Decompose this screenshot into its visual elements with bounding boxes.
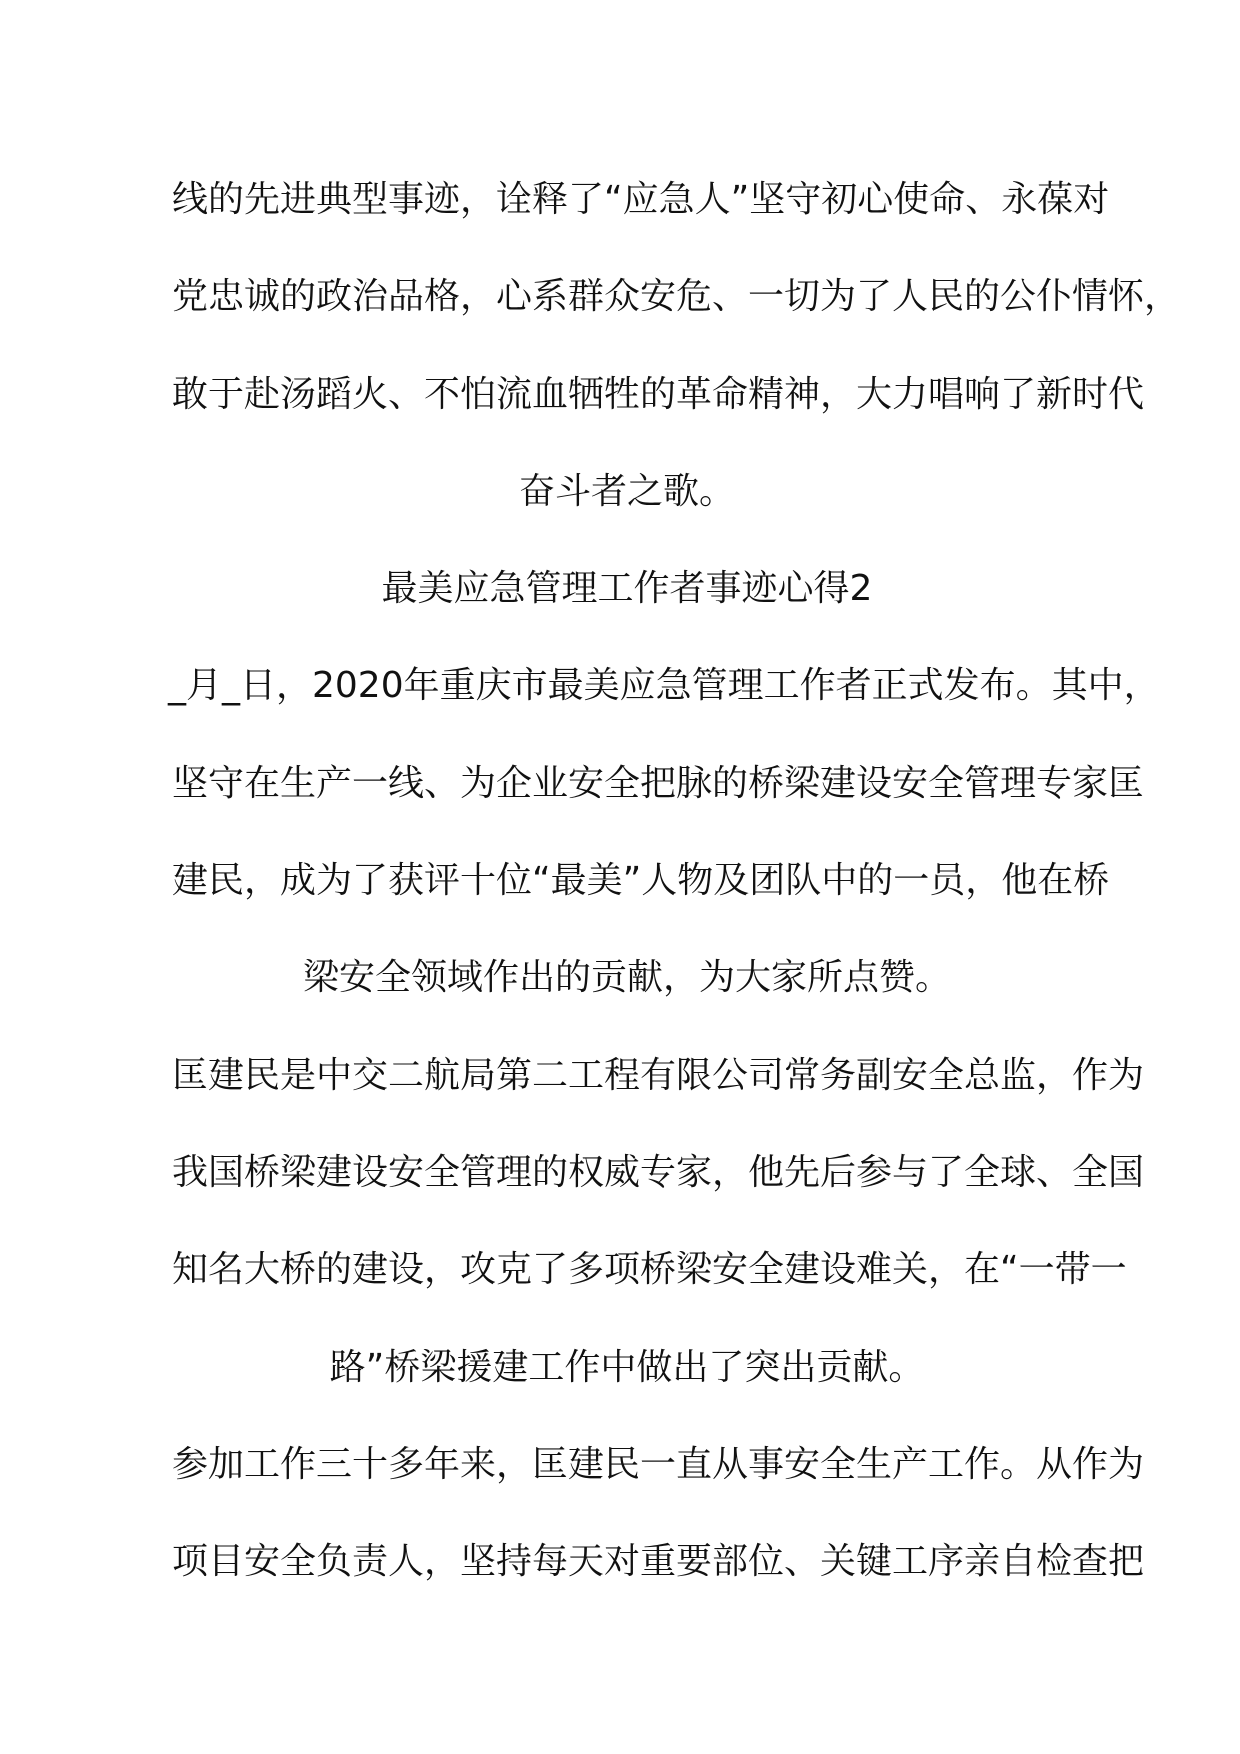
section-heading: 最美应急管理工作者事迹心得2 — [381, 568, 873, 610]
body-line: _月_日，2020年重庆市最美应急管理工作者正式发布。其中， — [168, 665, 1160, 707]
body-line: 梁安全领域作出的贡献，为大家所点赞。 — [302, 957, 951, 999]
body-line: 项目安全负责人，坚持每天对重要部位、关键工序亲自检查把 — [172, 1541, 1145, 1583]
body-line: 知名大桥的建设，攻克了多项桥梁安全建设难关，在“一带一 — [172, 1249, 1127, 1291]
body-line: 党忠诚的政治品格，心系群众安危、一切为了人民的公仆情怀， — [172, 276, 1181, 318]
body-line: 奋斗者之歌。 — [518, 470, 735, 512]
document-body — [168, 151, 1181, 1610]
body-line: 敢于赴汤蹈火、不怕流血牺牲的革命精神，大力唱响了新时代 — [172, 373, 1145, 415]
body-line: 参加工作三十多年来，匡建民一直从事安全生产工作。从作为 — [172, 1443, 1145, 1485]
body-line: 我国桥梁建设安全管理的权威专家，他先后参与了全球、全国 — [172, 1151, 1145, 1193]
body-line: 匡建民是中交二航局第二工程有限公司常务副安全总监，作为 — [172, 1054, 1145, 1096]
body-line: 路”桥梁援建工作中做出了突出贡献。 — [329, 1346, 925, 1388]
body-line: 建民，成为了获评十位“最美”人物及团队中的一员，他在桥 — [172, 860, 1110, 902]
body-line: 坚守在生产一线、为企业安全把脉的桥梁建设安全管理专家匡 — [172, 762, 1145, 804]
body-line: 线的先进典型事迹，诠释了“应急人”坚守初心使命、永葆对 — [172, 179, 1110, 220]
